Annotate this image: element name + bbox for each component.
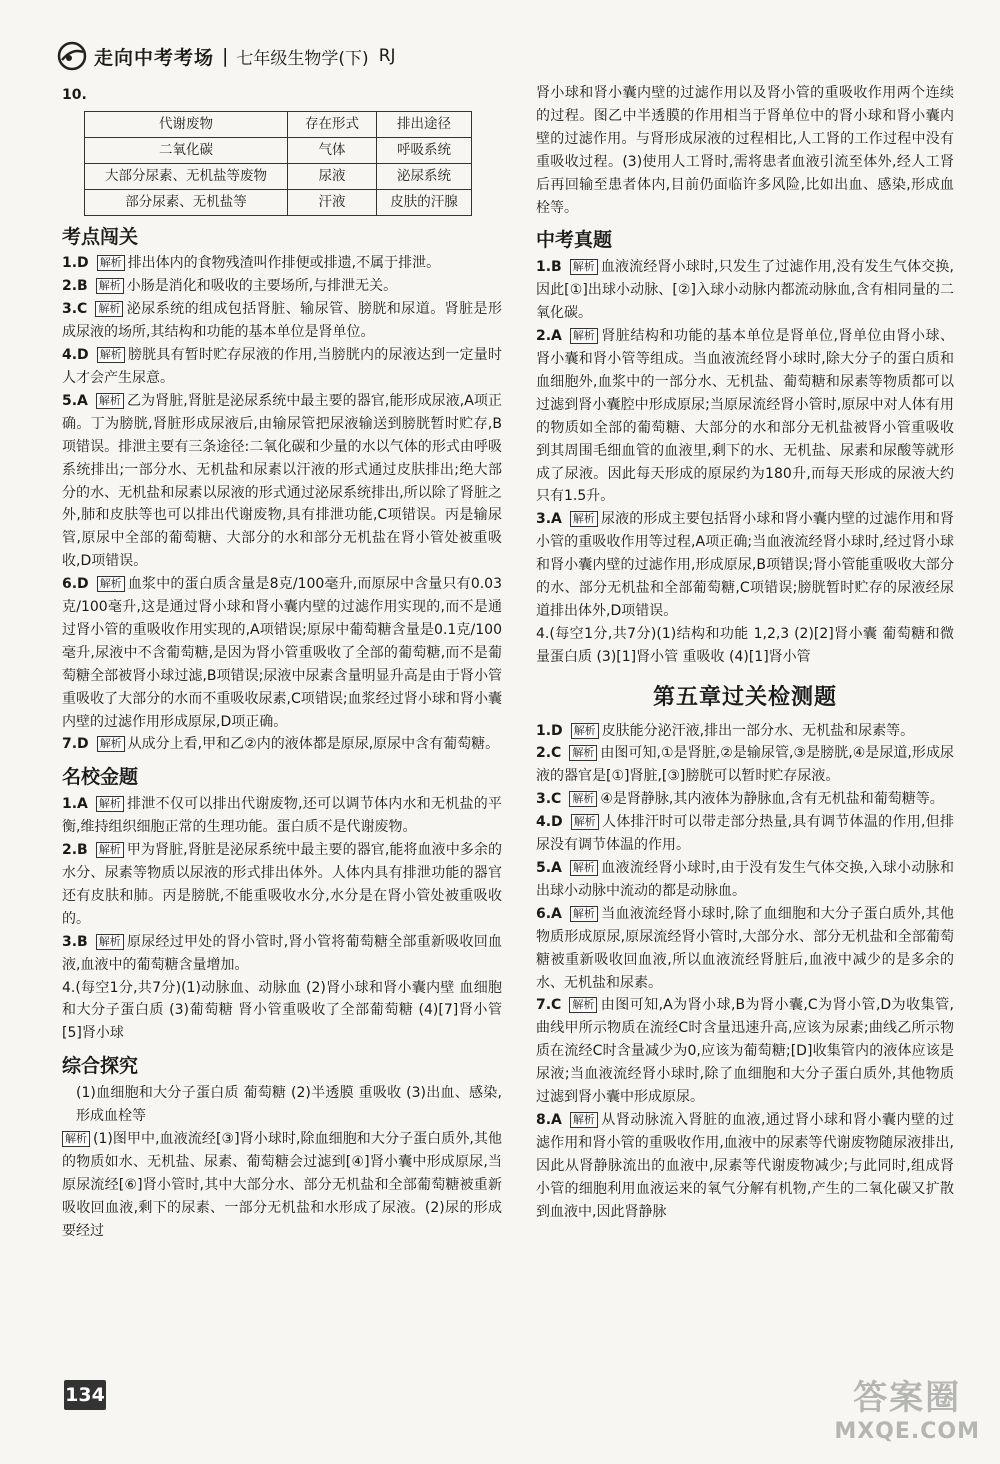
analysis-text: 人体排汗时可以带走部分热量,具有调节体温的作用,但排尿没有调节体温的作用。 (536, 814, 954, 854)
analysis-text: 从成分上看,甲和乙②内的液体都是原尿,原尿中含有葡萄糖。 (127, 736, 500, 753)
analysis-badge: 解析 (570, 906, 598, 922)
answer-item (536, 994, 954, 1109)
answer-key: 2.A (536, 328, 562, 345)
answer-key: 1.B (536, 259, 562, 276)
analysis-badge: 解析 (97, 736, 125, 752)
continued-text: 肾小球和肾小囊内壁的过滤作用以及肾小管的重吸收作用两个连续的过程。图乙中半透膜的作用相当于肾单位中的肾小球和肾小囊内壁的过滤作用。与肾形成尿液的过程相比,人工肾的工作过程中没有重吸收过程。(3)使用人工肾时,需将患者血液引流至体外,经人工肾后再回输至患者体内,目前仍面临许多风险,比如出血、感染,形成血栓等。 (536, 85, 954, 216)
table-row (85, 163, 472, 189)
table-header-cell: 代谢废物 (85, 111, 288, 137)
question-number: 10. (62, 87, 87, 103)
table-cell: 大部分尿素、无机盐等废物 (85, 163, 288, 189)
table-cell: 气体 (288, 137, 377, 163)
answer-item (62, 793, 502, 839)
analysis-badge: 解析 (96, 842, 124, 858)
analysis-text: 尿液的形成主要包括肾小球和肾小囊内壁的过滤作用和肾小管的重吸收作用等过程,A项正确;当血液流经肾小球时,经过肾小球和肾小囊内壁的过滤作用,形成原尿,B项错误;肾小管能重吸收大部分的水、部分无机盐和全部葡萄糖,C项错误;膀胱暂时贮存的尿液经尿道排出体外,D项错误。 (536, 511, 954, 619)
analysis-badge: 解析 (97, 347, 125, 363)
answer-item (536, 1109, 954, 1224)
answer-item (536, 857, 954, 903)
answer-item (62, 390, 502, 573)
answer-key: 6.D (62, 576, 89, 593)
analysis-text: 当血液流经肾小球时,除了血细胞和大分子蛋白质外,其他物质形成原尿,原尿流经肾小管时,大部分水、部分无机盐和全部葡萄糖被重新吸收回血液,所以血液流经肾脏后,血液中减少的是多余的水、无机盐和尿素。 (536, 905, 954, 991)
analysis-badge: 解析 (96, 796, 124, 812)
analysis-badge: 解析 (571, 814, 599, 830)
analysis-text: 膀胱具有暂时贮存尿液的作用,当膀胱内的尿液达到一定量时人才会产生尿意。 (62, 347, 502, 386)
analysis-text: 血液流经肾小球时,只发生了过滤作用,没有发生气体交换,因此[①]出球小动脉、[②]入球小动脉内都流动脉血,含有相同量的二氧化碳。 (536, 259, 954, 322)
page-header (56, 36, 396, 76)
analysis-badge: 解析 (62, 1131, 90, 1147)
section-4-answers (536, 256, 954, 623)
answer-key: 7.D (62, 736, 89, 753)
section-title: 名校金题 (62, 766, 139, 789)
answer-item (62, 573, 502, 733)
answer-item (536, 325, 954, 508)
analysis-text: 由图可知,A为肾小球,B为肾小囊,C为肾小管,D为收集管,曲线甲所示物质在流经C时含量迅速升高,应该为尿素;曲线乙所示物质在流经C时含量减少为0,应该为葡萄糖;[D]收集管内的液体应该是尿液;当血液流经肾小球时,除了血细胞和大分子蛋白质外,其他物质过滤到肾小囊中形成原尿。 (536, 997, 954, 1106)
answer-key: 2.C (536, 745, 562, 762)
analysis-badge: 解析 (569, 791, 597, 807)
analysis-text: 泌尿系统的组成包括肾脏、输尿管、膀胱和尿道。肾脏是形成尿液的场所,其结构和功能的基本单位是肾单位。 (62, 301, 502, 341)
table-cell: 汗液 (288, 189, 377, 215)
analysis-badge: 解析 (97, 576, 125, 592)
analysis-text: 从肾动脉流入肾脏的血液,通过肾小球和肾小囊内壁的过滤作用和肾小管的重吸收作用,血液中的尿素等代谢废物随尿液排出,因此从肾静脉流出的血液中,尿素等代谢废物减少;与此同时,组成肾小管的细胞利用血液运来的氧气分解有机物,产生的二氧化碳又扩散到血液中,因此肾静脉 (536, 1111, 954, 1220)
analysis-text: 由图可知,①是肾脏,②是输尿管,③是膀胱,④是尿道,形成尿液的器官是[①]肾脏,[③]膀胱可以暂时贮存尿液。 (536, 745, 954, 785)
section-title: 考点闯关 (62, 225, 139, 248)
answer-key: 7.C (536, 997, 562, 1014)
table-cell: 呼吸系统 (377, 137, 472, 163)
book-edition: RJ (378, 46, 396, 66)
analysis-text: 排出体内的食物残渣叫作排便或排遗,不属于排泄。 (127, 255, 441, 272)
right-column (536, 82, 954, 1224)
analysis-badge: 解析 (96, 278, 124, 294)
answer-key: 6.A (536, 905, 562, 922)
analysis-badge: 解析 (97, 255, 125, 271)
answer-item (62, 931, 502, 977)
answer-item: 4.(每空1分,共7分)(1)动脉血、动脉血 (2)肾小球和肾小囊内壁 血细胞和大分子蛋白质 (3)葡萄糖 肾小管重吸收了全部葡萄糖 (4)[7]肾小管 [5]肾小球 (62, 979, 502, 1042)
answer-key: 3.B (62, 933, 88, 950)
table-header-cell: 存在形式 (288, 111, 377, 137)
analysis-text: ④是肾静脉,其内液体为静脉血,含有无机盐和葡萄糖等。 (600, 791, 944, 808)
analysis-badge: 解析 (95, 301, 123, 317)
section-2-answers (62, 793, 502, 976)
analysis-badge: 解析 (569, 997, 597, 1013)
table-header-cell: 排出途径 (377, 111, 472, 137)
answer-item (62, 298, 502, 344)
left-column (62, 84, 502, 1243)
analysis-text: 甲为肾脏,肾脏是泌尿系统中最主要的器官,能将血液中多余的水分、尿素等物质以尿液的形式排出体外。人体内具有排泄功能的器官还有皮肤和肺。丙是膀胱,不能重吸收水分,水分是在肾小管处被重吸收的。 (62, 842, 502, 927)
answer-item (62, 733, 502, 756)
chapter-test-title: 第五章过关检测题 (652, 684, 837, 710)
answer-key: 1.D (536, 722, 563, 739)
answer-item (536, 742, 954, 788)
analysis-badge: 解析 (571, 723, 599, 739)
answer-item: 4.(每空1分,共7分)(1)结构和功能 1,2,3 (2)[2]肾小囊 葡萄糖和微量蛋白质 (3)[1]肾小管 重吸收 (4)[1]肾小管 (536, 625, 954, 665)
table-cell: 尿液 (288, 163, 377, 189)
table-row (85, 189, 472, 215)
page-number: 134 (64, 1380, 106, 1410)
watermark-url: MXQE.COM (834, 1419, 980, 1444)
watermark-text: 答案圈 (853, 1378, 962, 1418)
table-cell: 泌尿系统 (377, 163, 472, 189)
analysis-badge: 解析 (570, 1112, 598, 1128)
table-row (85, 137, 472, 163)
watermark (834, 1370, 980, 1444)
answer-item (536, 788, 954, 811)
book-subtitle: 七年级生物学(下) (236, 48, 369, 69)
answer-key: 5.A (62, 392, 88, 409)
question-10 (62, 84, 502, 107)
answer-key: 4.D (62, 347, 89, 364)
analysis-text: 血浆中的蛋白质含量是8克/100毫升,而原尿中含量只有0.03克/100毫升,这是通过肾小球和肾小囊内壁的过滤作用实现的,而不是通过肾小管的重吸收作用实现的,A项错误;原尿中葡萄糖含量是0.1克/100毫升,尿液中不含葡萄糖,是因为肾小管重吸收了全部的葡萄糖,而不是葡萄糖全部被肾小球过滤,B项错误;尿液中尿素含量明显升高是由于肾小管重吸收了大部分的水而不重吸收尿素,C项错误;血浆经过肾小球和肾小囊内壁的过滤作用形成原尿,D项正确。 (62, 576, 502, 730)
book-title: 走向中考考场 (94, 46, 215, 69)
analysis-text: 小肠是消化和吸收的主要场所,与排泄无关。 (126, 278, 398, 295)
answer-item (62, 252, 502, 275)
table-cell: 皮肤的汗腺 (377, 189, 472, 215)
table-cell: 二氧化碳 (85, 137, 288, 163)
answer-key: 2.B (62, 842, 88, 859)
analysis-badge: 解析 (569, 745, 597, 761)
answer-key: 1.D (62, 255, 89, 272)
answer-item (536, 508, 954, 623)
waste-table (84, 111, 472, 216)
section-1-answers (62, 252, 502, 756)
analysis-item (62, 1128, 502, 1243)
answer-item (62, 275, 502, 298)
section-5-answers (536, 720, 954, 1224)
analysis-badge: 解析 (96, 934, 124, 950)
section-title: 综合探究 (62, 1055, 139, 1078)
analysis-text: (1)图甲中,血液流经[③]肾小球时,除血细胞和大分子蛋白质外,其他的物质如水、无机盐、尿素、葡萄糖会过滤到[④]肾小囊中形成原尿,当原尿流经[⑥]肾小管时,其中大部分水、部分无机盐和全部葡萄糖被重新吸收回血液,剩下的尿素、一部分无机盐和水形成了尿液。(2)尿的形成要经过 (62, 1130, 502, 1239)
answer-key: 3.A (536, 511, 562, 528)
analysis-badge: 解析 (570, 328, 598, 344)
answer-item (536, 903, 954, 995)
answer-item (62, 839, 502, 931)
analysis-text: 乙为肾脏,肾脏是泌尿系统中最主要的器官,能形成尿液,A项正确。丁为膀胱,肾脏形成尿液后,由输尿管把尿液输送到膀胱暂时贮存,B项错误。排泄主要有三条途径:二氧化碳和少量的水以气体的形式由呼吸系统排出;一部分水、无机盐和尿素以汗液的形式通过皮肤排出;绝大部分的水、无机盐和尿素以尿液的形式通过泌尿系统排出,所以除了肾脏之外,肺和皮肤等也可以排出代谢废物,具有排泄功能,C项错误。丙是输尿管,原尿中全部的葡萄糖、大部分的水和部分无机盐在肾小管处被重吸收,D项错误。 (62, 392, 502, 570)
answer-key: 3.C (62, 301, 88, 318)
answer-key: 2.B (62, 278, 88, 295)
answer-key: 4.D (536, 814, 563, 831)
answer-item (62, 344, 502, 390)
section-title: 中考真题 (536, 229, 613, 252)
table-cell: 部分尿素、无机盐等 (85, 189, 288, 215)
answer-item: (1)血细胞和大分子蛋白质 葡萄糖 (2)半透膜 重吸收 (3)出血、感染,形成血栓等 (76, 1085, 502, 1125)
answer-key: 3.C (536, 791, 562, 808)
analysis-text: 原尿经过甲处的肾小管时,肾小管将葡萄糖全部重新吸收回血液,血液中的葡萄糖含量增加。 (62, 933, 502, 973)
logo-icon (56, 40, 88, 72)
analysis-text: 排泄不仅可以排出代谢废物,还可以调节体内水和无机盐的平衡,维持组织细胞正常的生理功能。蛋白质不是代谢废物。 (62, 796, 502, 836)
analysis-badge: 解析 (570, 511, 598, 527)
analysis-badge: 解析 (96, 393, 124, 409)
answer-item (536, 811, 954, 857)
table-header-row (85, 111, 472, 137)
answer-key: 5.A (536, 860, 562, 876)
analysis-text: 皮肤能分泌汗液,排出一部分水、无机盐和尿素等。 (601, 722, 915, 739)
header-separator: | (222, 45, 229, 67)
answer-item (536, 720, 954, 743)
answer-item (536, 256, 954, 325)
answer-key: 1.A (62, 796, 88, 813)
answer-key: 8.A (536, 1111, 562, 1128)
analysis-text: 肾脏结构和功能的基本单位是肾单位,肾单位由肾小球、肾小囊和肾小管等组成。当血液流经肾小球时,除大分子的蛋白质和血细胞外,血浆中的一部分水、无机盐、葡萄糖和尿素等物质都可以过滤到肾小囊腔中形成原尿;当原尿流经肾小管时,原尿中对人体有用的物质如全部的葡萄糖、大部分的水和部分无机盐被肾小管重吸收到其周围毛细血管的血液里,剩下的水、无机盐、尿素和尿酸等就形成了尿液。因此每天形成的原尿约为180升,而每天形成的尿液大约只有1.5升。 (536, 328, 954, 505)
analysis-text: 血液流经肾小球时,由于没有发生气体交换,入球小动脉和出球小动脉中流动的都是动脉血。 (536, 860, 954, 899)
analysis-badge: 解析 (570, 259, 598, 275)
analysis-badge: 解析 (570, 860, 598, 876)
